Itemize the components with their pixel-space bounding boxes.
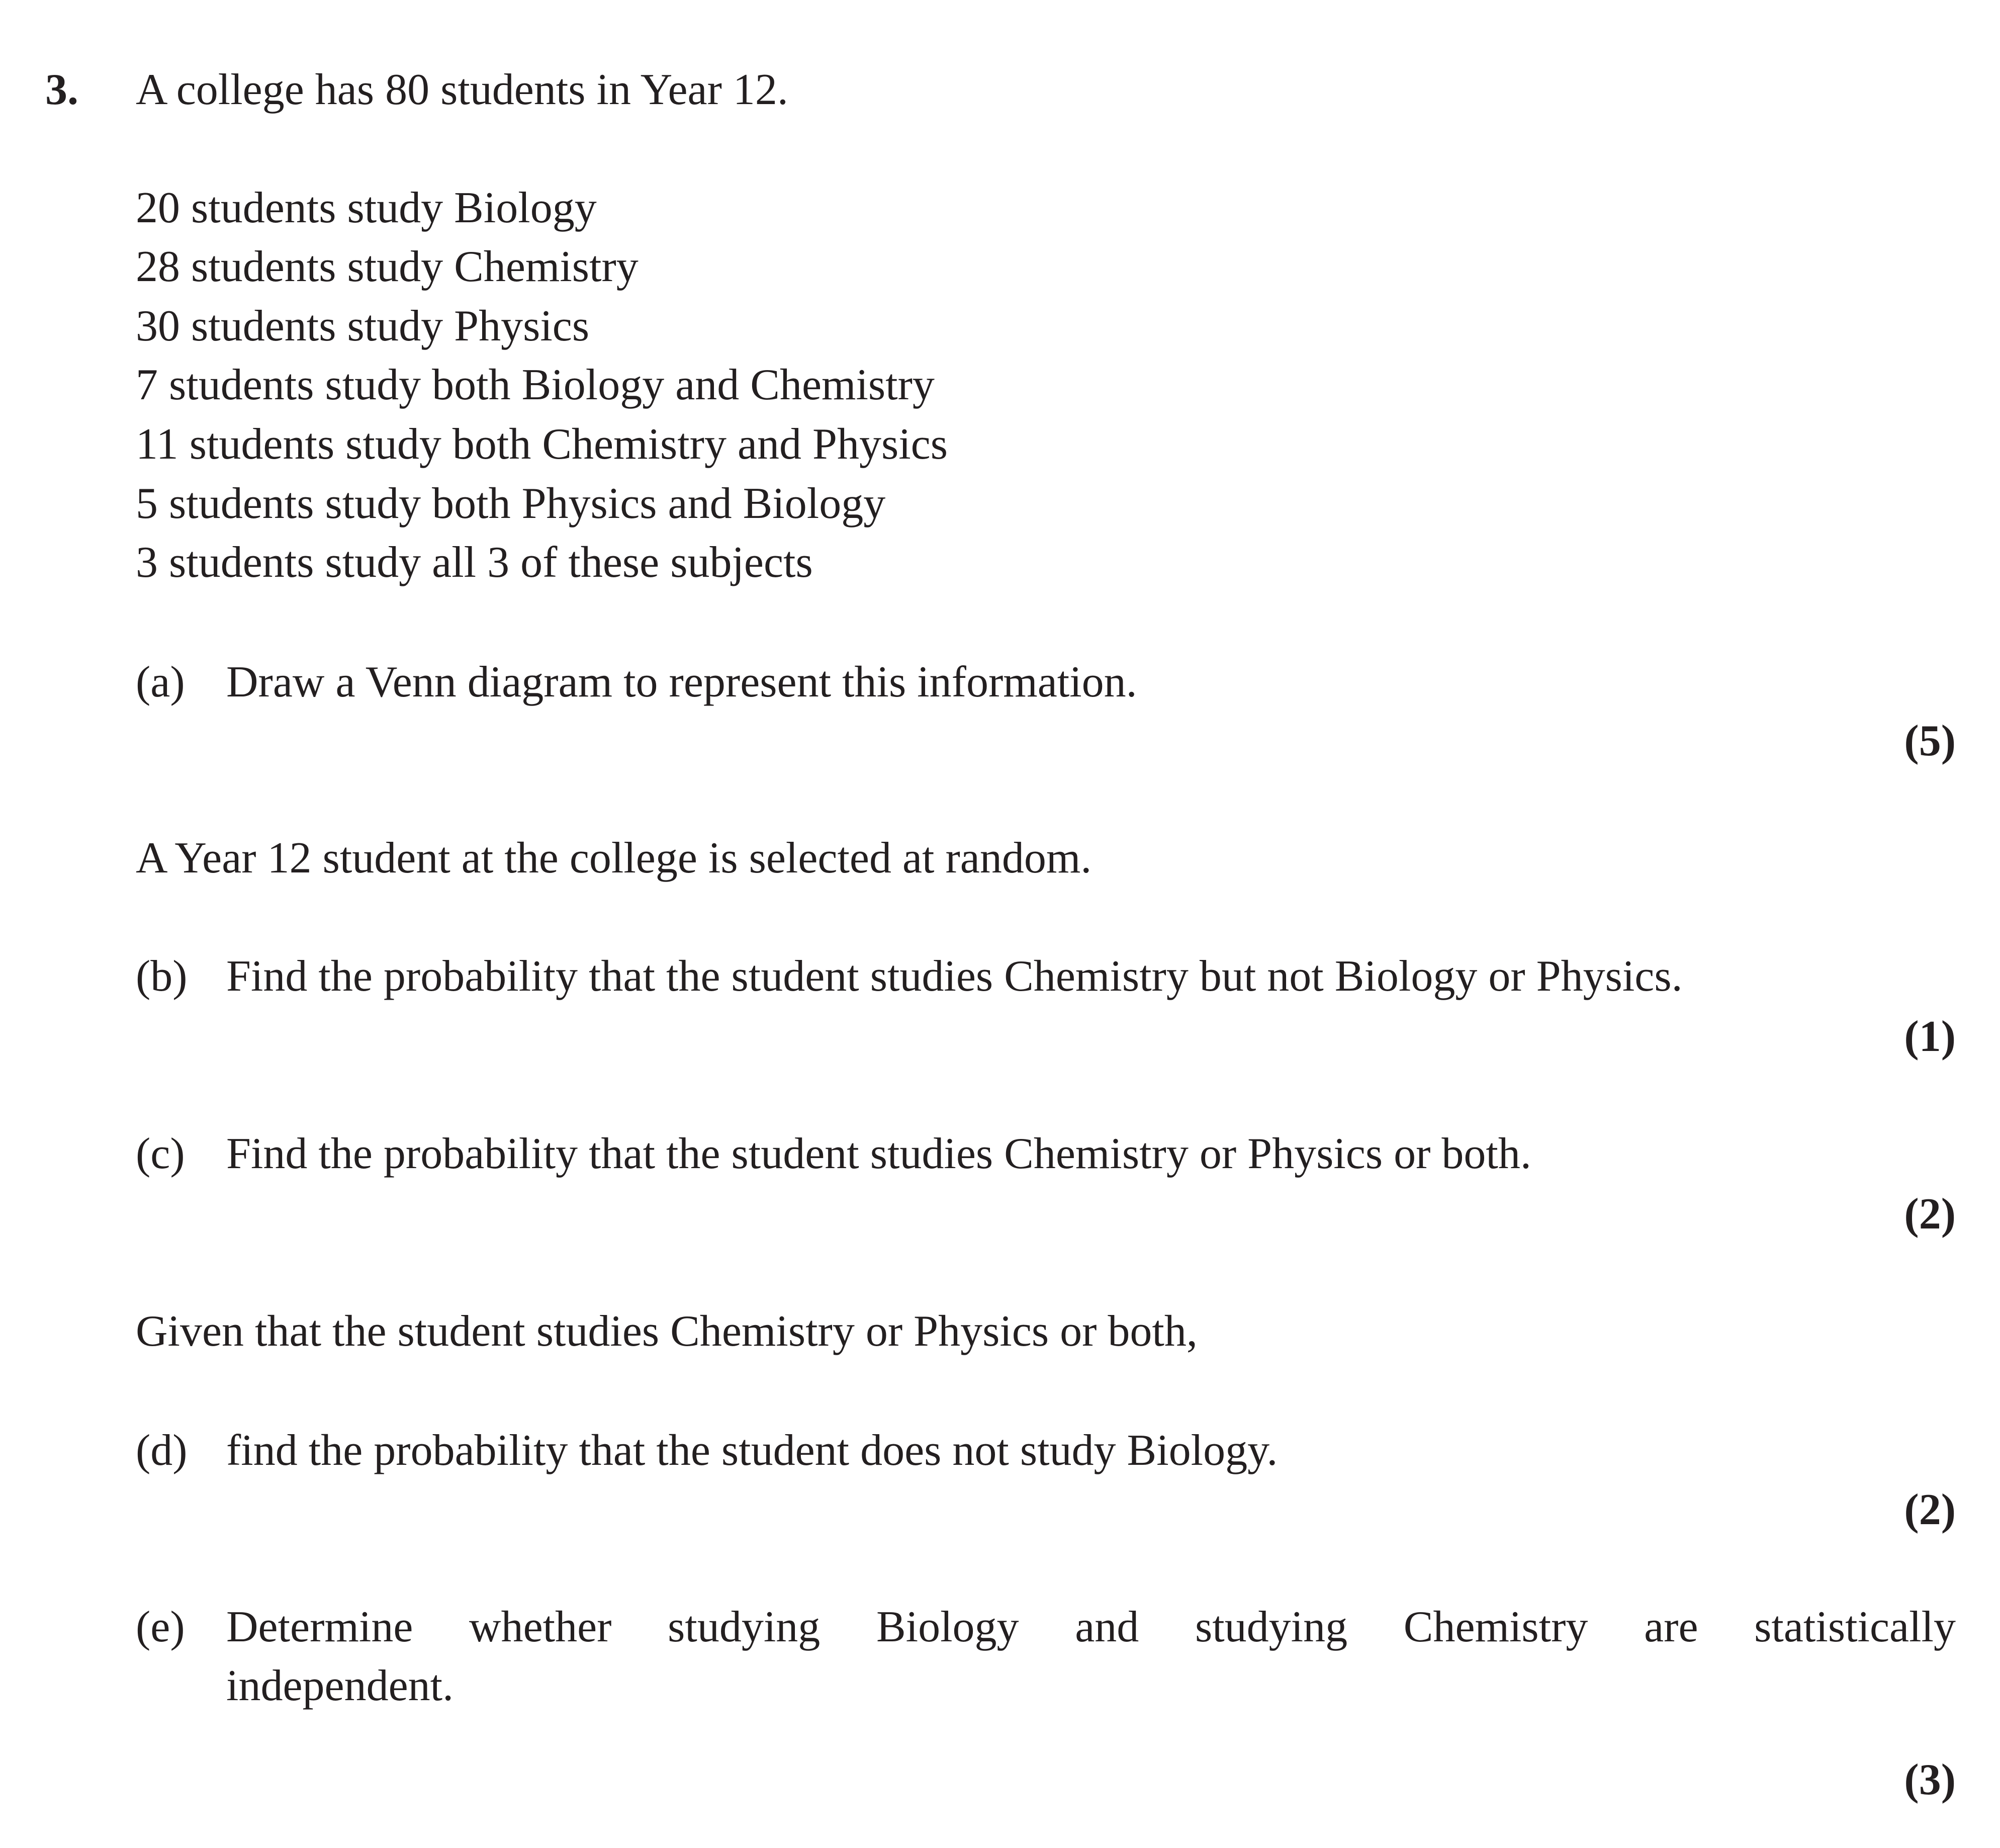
part-e-text-line1: Determine whether studying Biology and studying Chemistry are statistically [226,1603,1956,1651]
part-b-marks: (1) [1904,1012,1956,1061]
stem-given-condition: Given that the student studies Chemistry or Physics or both, [136,1307,1198,1356]
part-d-marks: (2) [1904,1485,1956,1534]
question-number: 3. [45,65,78,114]
part-a-text: Draw a Venn diagram to represent this information. [226,658,1137,707]
part-c-text: Find the probability that the student studies Chemistry or Physics or both. [226,1129,1531,1178]
fact-chem-phys: 11 students study both Chemistry and Physics [136,420,948,469]
part-a-marks: (5) [1904,717,1956,765]
part-c-label: (c) [136,1129,185,1178]
part-d-text: find the probability that the student does not study Biology. [226,1426,1278,1475]
fact-chemistry: 28 students study Chemistry [136,242,639,291]
question-intro: A college has 80 students in Year 12. [136,65,788,114]
part-d-label: (d) [136,1426,188,1475]
fact-bio-chem: 7 students study both Biology and Chemistry [136,361,935,409]
fact-all-three: 3 students study all 3 of these subjects [136,538,813,587]
fact-phys-bio: 5 students study both Physics and Biology [136,479,886,528]
part-b-label: (b) [136,952,188,1001]
fact-physics: 30 students study Physics [136,302,590,350]
part-a-label: (a) [136,658,185,707]
part-c-marks: (2) [1904,1190,1956,1239]
part-e-text-line2: independent. [226,1661,454,1710]
part-e-label: (e) [136,1603,185,1651]
part-b-text: Find the probability that the student studies Chemistry but not Biology or Physics. [226,952,1683,1001]
part-e-marks: (3) [1904,1755,1956,1804]
fact-biology: 20 students study Biology [136,184,597,232]
stem-random-selection: A Year 12 student at the college is selected at random. [136,834,1092,883]
